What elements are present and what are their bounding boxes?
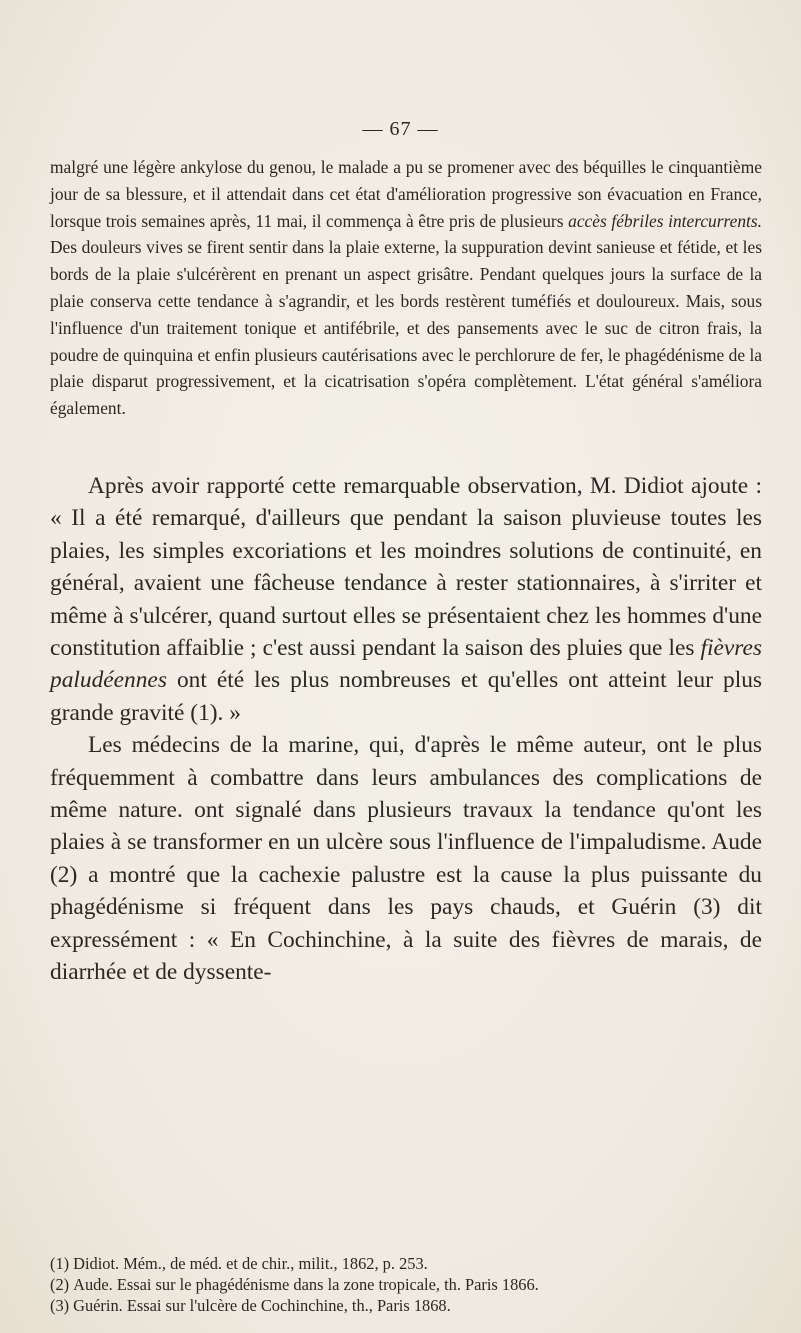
footnotes xyxy=(50,1253,762,1316)
paragraph-2-italic: fièvres paludéennes xyxy=(50,635,762,694)
paragraph-1-text: malgré une légère ankylose du genou, le malade a pu se promener avec des béquilles le cinquantième jour de sa blessure, et il attendait dans cet état d'amélioration progressive son évacuation en France, lorsque trois semaines après, 11 mai, il commença à être pris de plusieurs xyxy=(50,157,762,231)
footnote xyxy=(50,1274,762,1295)
footnote xyxy=(50,1295,762,1316)
main-text xyxy=(50,470,762,989)
footnote-number: (1) xyxy=(50,1254,70,1273)
footnote-number: (3) xyxy=(50,1296,70,1315)
paragraph-1-rest: Des douleurs vives se firent sentir dans la plaie externe, la suppuration devint sanieuse et fétide, et les bords de la plaie s'ulcérèrent en prenant un aspect grisâtre. Pendant quelques jours la surface de la plaie conserva cette tendance à s'agrandir, et les bords restèrent tuméfiés et douloureux. Mais, sous l'influence d'un traitement tonique et antifébrile, et des pansements avec le suc de citron frais, la poudre de quinquina et enfin plusieurs cautérisations avec le perchlorure de fer, le phagédénisme de la plaie disparut progressivement, et la cicatrisation s'opéra complètement. L'état général s'améliora également. xyxy=(50,237,762,419)
paragraph-2-text: Après avoir rapporté cette remarquable observation, M. Didiot ajoute : « Il a été remarqué, d'ailleurs que pendant la saison pluvieuse toutes les plaies, les simples excoriations et les moindres solutions de continuité, en général, avaient une fâcheuse tendance à rester stationnaires, à s'irriter et même à s'ulcérer, quand surtout elles se présentaient chez les hommes d'une constitution affaiblie ; c'est aussi pendant la saison des pluies que les xyxy=(50,473,762,662)
paragraph-1-italic: accès fébriles intercurrents. xyxy=(568,210,762,231)
paragraph-2-rest: ont été les plus nombreuses et qu'elles ont atteint leur plus grande gravité (1). » xyxy=(50,667,762,726)
paragraph-2 xyxy=(50,470,762,729)
footnote-text: Aude. Essai sur le phagédénisme dans la zone tropicale, th. Paris 1866. xyxy=(73,1275,539,1294)
footnote-number: (2) xyxy=(50,1275,70,1294)
footnote-text: Guérin. Essai sur l'ulcère de Cochinchine, th., Paris 1868. xyxy=(73,1296,451,1315)
case-report-paragraph xyxy=(50,154,762,422)
page-number: — 67 — xyxy=(362,118,439,140)
paragraph-text xyxy=(50,154,762,422)
footnote xyxy=(50,1253,762,1274)
footnote-text: Didiot. Mém., de méd. et de chir., milit., 1862, p. 253. xyxy=(73,1254,428,1273)
paragraph-3: Les médecins de la marine, qui, d'après le même auteur, ont le plus fréquemment à combattre dans leurs ambulances des complications de même nature. ont signalé dans plusieurs travaux la tendance qu'ont les plaies à se transformer en un ulcère sous l'influence de l'impaludisme. Aude (2) a montré que la cachexie palustre est la cause la plus puissante du phagédénisme si fréquent dans les pays chauds, et Guérin (3) dit expressément : « En Cochinchine, à la suite des fièvres de marais, de diarrhée et de dyssente- xyxy=(50,732,762,986)
